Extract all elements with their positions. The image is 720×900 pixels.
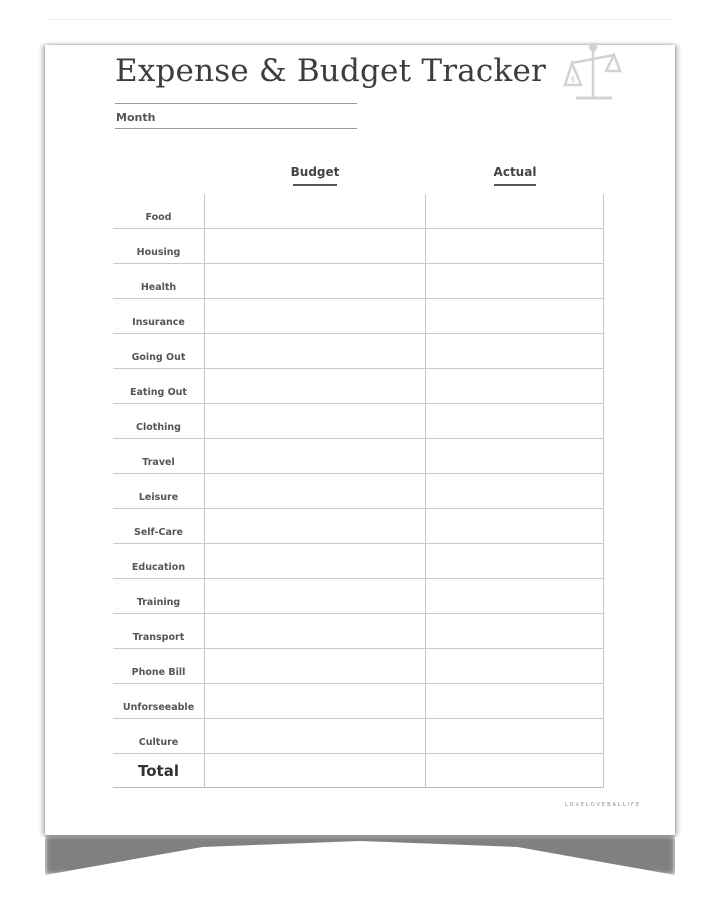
budget-cell[interactable]	[204, 684, 425, 718]
budget-cell[interactable]	[204, 649, 425, 683]
printable-page	[45, 45, 675, 835]
actual-cell[interactable]	[425, 579, 604, 613]
actual-cell[interactable]	[425, 194, 604, 228]
total-label: Total	[138, 762, 179, 780]
category-label: Travel	[142, 457, 175, 468]
table-row	[113, 579, 604, 614]
category-label: Health	[140, 282, 177, 293]
actual-cell[interactable]	[425, 439, 604, 473]
category-label: Clothing	[136, 422, 181, 433]
actual-cell[interactable]	[425, 684, 604, 718]
category-label: Housing	[136, 247, 181, 258]
month-line-top	[115, 103, 357, 104]
actual-cell[interactable]	[425, 544, 604, 578]
actual-cell[interactable]	[425, 474, 604, 508]
budget-header-text: Budget	[290, 165, 340, 179]
table-row	[113, 369, 604, 404]
top-edge-line	[48, 19, 674, 20]
table-row	[113, 509, 604, 544]
budget-cell[interactable]	[204, 194, 425, 228]
page-title: Expense & Budget Tracker	[115, 53, 547, 89]
budget-cell[interactable]	[204, 229, 425, 263]
actual-cell[interactable]	[425, 229, 604, 263]
table-row	[113, 684, 604, 719]
budget-cell[interactable]	[204, 579, 425, 613]
balance-scale-dollar-icon	[562, 41, 624, 105]
category-label: Transport	[132, 632, 185, 643]
table-row	[113, 474, 604, 509]
table-row	[113, 194, 604, 229]
actual-header-text: Actual	[493, 165, 537, 179]
actual-cell[interactable]	[425, 404, 604, 438]
month-input-line[interactable]	[115, 128, 357, 129]
table-row	[113, 439, 604, 474]
actual-cell[interactable]	[425, 334, 604, 368]
budget-cell[interactable]	[204, 404, 425, 438]
category-label: Culture	[138, 737, 179, 748]
expense-table	[113, 194, 604, 788]
table-row	[113, 649, 604, 684]
footer-brand: LOVELOVEBALLIFE	[565, 802, 642, 808]
budget-cell[interactable]	[204, 334, 425, 368]
table-row	[113, 334, 604, 369]
table-row	[113, 264, 604, 299]
category-label: Insurance	[132, 317, 185, 328]
column-header-actual	[485, 165, 545, 186]
category-label: Unforseeable	[122, 702, 195, 713]
table-row	[113, 404, 604, 439]
budget-cell[interactable]	[204, 544, 425, 578]
svg-text:$: $	[570, 75, 576, 85]
budget-cell[interactable]	[204, 474, 425, 508]
budget-cell[interactable]	[204, 369, 425, 403]
category-label: Self-Care	[134, 527, 183, 538]
page-curl-shadow	[45, 835, 675, 875]
actual-cell[interactable]	[425, 264, 604, 298]
actual-total-cell[interactable]	[425, 754, 604, 787]
category-label: Leisure	[138, 492, 179, 503]
budget-cell[interactable]	[204, 509, 425, 543]
actual-cell[interactable]	[425, 719, 604, 753]
category-label: Eating Out	[130, 387, 187, 398]
budget-cell[interactable]	[204, 719, 425, 753]
category-label: Phone Bill	[131, 667, 186, 678]
budget-cell[interactable]	[204, 614, 425, 648]
actual-cell[interactable]	[425, 369, 604, 403]
category-label: Food	[145, 212, 172, 223]
table-row	[113, 229, 604, 264]
category-label: Training	[136, 597, 181, 608]
table-row	[113, 544, 604, 579]
actual-cell[interactable]	[425, 299, 604, 333]
budget-cell[interactable]	[204, 299, 425, 333]
budget-header-underline	[293, 184, 337, 186]
total-row	[113, 754, 604, 788]
actual-cell[interactable]	[425, 649, 604, 683]
budget-cell[interactable]	[204, 264, 425, 298]
table-row	[113, 299, 604, 334]
table-row	[113, 614, 604, 649]
actual-cell[interactable]	[425, 614, 604, 648]
category-label: Going Out	[131, 352, 186, 363]
budget-total-cell[interactable]	[204, 754, 425, 787]
category-label: Education	[131, 562, 186, 573]
month-label: Month	[116, 111, 156, 124]
actual-cell[interactable]	[425, 509, 604, 543]
actual-header-underline	[494, 184, 536, 186]
budget-cell[interactable]	[204, 439, 425, 473]
column-header-budget	[285, 165, 345, 186]
table-row	[113, 719, 604, 754]
